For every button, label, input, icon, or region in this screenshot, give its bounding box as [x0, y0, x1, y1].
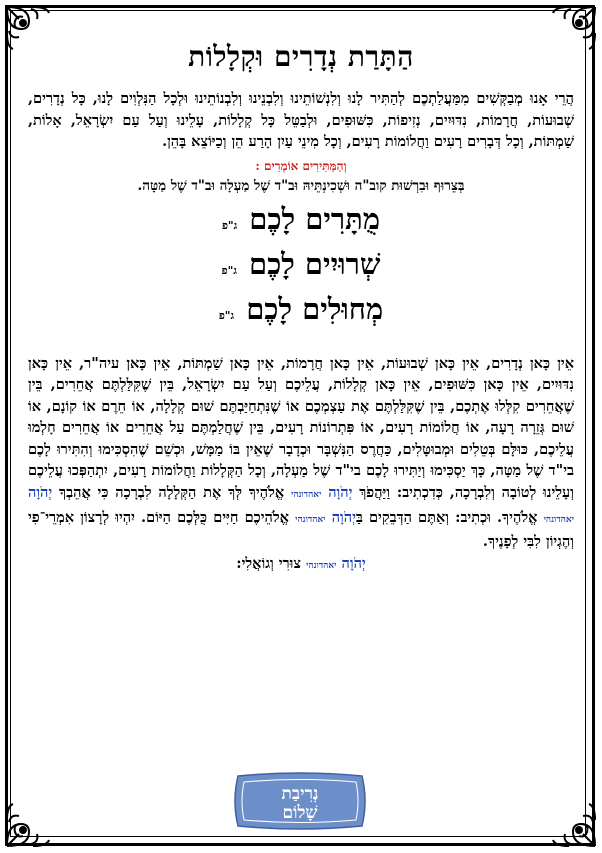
declaration-line: [22, 290, 580, 335]
declaration-text: מְחוּלִים לָכֶם: [246, 291, 384, 326]
logo-line-2: שָׁלוֹם: [282, 803, 318, 823]
divine-name: יְהֹוָה: [341, 554, 366, 572]
divine-name-small: יאהדונהי: [543, 514, 574, 525]
declaration-text: שְׁרוּיִים לָכֶם: [248, 246, 381, 281]
divine-name-small: יאהדונהי: [295, 514, 326, 525]
divine-name: יְהֹוָה: [328, 484, 353, 502]
closing-text: צוּרִי וְגוֹאֲלִי:: [236, 554, 301, 572]
permission-line: בְּצֵרוּף וּבִרְשׁוּת קוב"ה וּשְׁכִינְתֵּיהּ וּב"ד שֶׁל מַעְלָה וּב"ד שֶׁל מַטָּה.: [137, 177, 465, 194]
divine-name-small: יאהדונהי: [290, 490, 322, 501]
logo-line-1: נְרִיבַת: [281, 784, 319, 804]
declaration-line: [22, 245, 580, 290]
corner-ornament-icon: [3, 798, 55, 850]
verse-text: אֱלֹהֵיכֶם חַיִּים כֻּלְּכֶם הַיּוֹם. יִהְיוּ לְרָצוֹן אִמְרֵי־פִי וְהֶגְיוֹן לִבִּי לְפָנֶיךָ.: [28, 508, 574, 551]
divine-name: יְהֹוָה: [28, 484, 53, 502]
repeat-count: ג"פ: [221, 218, 238, 232]
instruction-note: וְהַמַּתִּירִים אוֹמְרִים :: [255, 158, 347, 173]
repeat-count: ג"פ: [221, 263, 237, 277]
organization-logo: [232, 772, 368, 830]
body-paragraph: [28, 353, 574, 553]
intro-paragraph: הֲרֵי אָנוּ מְבַקְּשִׁים מִמַּעֲלַתְכֶם לְהַתִּיר לָנוּ וְלִנְשׁוֹתֵינוּ וְלִבְנֵינוּ וְלִבְנוֹתֵינוּ וּלְכָל הַנִּלְוִים לָנוּ, כָּל נְדָרִים, שְׁבוּעוֹת, חֲרָמוֹת, נִדּוּיִים, נְזִיפוֹת, כִּשּׁוּפִים, וּלְבַטֵּל כָּל קְלָלוֹת, עָלֵינוּ וְעַל עַם יִשְׂרָאֵל, אָלוֹת, שַׁמְתּוֹת, וְכָל דְּבָרִים רָעִים וַחֲלוֹמוֹת רָעִים, וְכָל מִינֵי עַיִן הָרַע הֵן וְכַיּוֹצֵא בָּהֵן.: [28, 90, 574, 150]
verse-text: אֱלֹהֶיךָ לְּךָ אֶת הַקְּלָלָה לִבְרָכָה כִּי אֲהֵבְךָ: [59, 484, 285, 502]
document-content: [22, 40, 580, 573]
closing-line: [22, 555, 580, 573]
divine-name-small: יאהדונהי: [306, 560, 337, 571]
declaration-line: [22, 200, 580, 245]
corner-ornament-icon: [547, 798, 599, 850]
divine-name: יְהֹוָה: [331, 508, 356, 526]
repeat-count: ג"פ: [218, 308, 235, 322]
verse-text: אֱלֹהֶיךָ. וּכְתִיב: וְאַתֶּם הַדְּבֵקִים בַּ: [355, 508, 538, 526]
declaration-text: מֻתָּרִים לָכֶם: [249, 201, 381, 236]
body-text: אֵין כָּאן נְדָרִים, אֵין כָּאן שְׁבוּעוֹת, אֵין כָּאן חֲרָמוֹת, אֵין כָּאן שַׁמְתּוֹת, אֵין כָּאן עיה"ר, אֵין כָּאן נִדּוּיִים, אֵין כָּאן כִּשּׁוּפִים, אֵין כָּאן קְלָלוֹת, עֲלֵיכֶם וְעַל עַם יִשְׂרָאֵל, בֵּין שֶׁקִּלַּלְתֶּם אֲחֵרִים, בֵּין שֶׁאֲחֵרִים קִלְּלוּ אֶתְכֶם, בֵּין שֶׁקִּלַּלְתֶּם אֶת עַצְמְכֶם אוֹ שֶׁנִּתְחַיַּבְתֶּם שׁוּם קְלָלָה, אוֹ חֵרֶם אוֹ קוֹנָם, אוֹ שׁוּם גְּזֵרָה רָעָה, אוֹ חֲלוֹמוֹת רָעִים, אוֹ פִּתְרוֹנוֹת רָעִים, בֵּין שֶׁחֲלַמְתֶּם עַל אֲחֵרִים אוֹ אֲחֵרִים חָלְמוּ עֲלֵיכֶם, כּוּלָּם בְּטֵלִים וּמְבוּטָּלִים, כַּחֲרֶס הַנִּשְׁבָּר וּכְדָבָר שֶׁאֵין בּוֹ מַמָּשׁ, וּכְשֵׁם שֶׁהִסְכִּימוּ וְהִתִּירוּ לָכֶם בי"ד שֶׁל מַטָּה, כָּךְ יַסְכִּימוּ וְיַתִּירוּ לָכֶם בי"ד שֶׁל מַעְלָה, וְכָל הַקְּלָלוֹת וַחֲלוֹמוֹת רָעִים, יִתְהַפְּכוּ עֲלֵיכֶם וְעָלֵינוּ לְטוֹבָה וְלִבְרָכָה, כְּדִכְתִיב: וַיַּהֲפֹךְ: [28, 354, 574, 502]
page-title: הַתָּרַת נְדָרִים וּקְלָלוֹת: [188, 40, 414, 73]
